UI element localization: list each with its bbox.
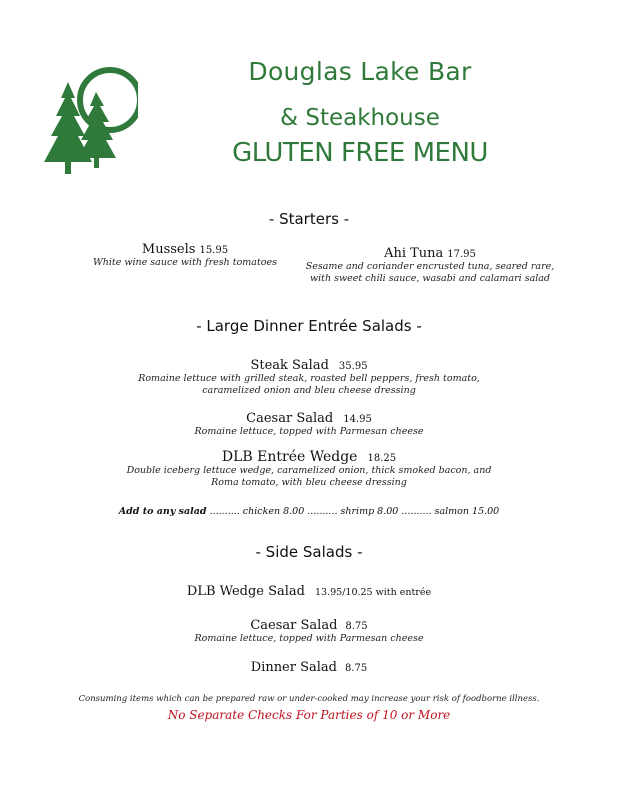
menu-item-steak-salad [0,354,618,397]
addon-options: .......... chicken 8.00 .......... shrimp 8.00 .......... salmon 15.00 [206,506,500,517]
menu-item-dlb-entree-wedge [0,446,618,489]
item-description: White wine sauce with fresh tomatoes [93,257,277,268]
section-title-starters: - Starters - [268,210,350,228]
item-description: caramelized onion and bleu cheese dressing [202,385,416,396]
menu-item-ahi-tuna [300,242,560,285]
item-description: Sesame and coriander encrusted tuna, seared rare, [305,261,555,272]
item-name: Dinner Salad [250,660,337,675]
menu-item-mussels [80,238,290,269]
foodborne-illness-note: Consuming items which can be prepared raw or under-cooked may increase your risk of foodborne illness. [78,694,540,704]
menu-item-side-caesar-salad [0,614,618,645]
menu-item-dinner-salad [0,656,618,675]
item-description: Roma tomato, with bleu cheese dressing [211,477,407,488]
item-price: 35.95 [338,361,368,372]
menu-title: GLUTEN FREE MENU [232,138,488,168]
salad-addons [0,506,618,517]
item-name: Ahi Tuna [384,246,444,261]
item-description: Romaine lettuce with grilled steak, roasted bell peppers, fresh tomato, [138,373,480,384]
addon-label: Add to any salad [118,506,207,517]
item-price: 8.75 [345,621,368,632]
item-description: Romaine lettuce, topped with Parmesan cheese [194,426,424,437]
restaurant-name: Douglas Lake Bar [248,57,472,86]
separate-checks-note: No Separate Checks For Parties of 10 or More [167,708,451,722]
item-name: Caesar Salad [250,618,338,633]
item-name: Mussels [141,242,196,257]
section-title-large-salads: - Large Dinner Entrée Salads - [196,317,422,335]
item-description: Romaine lettuce, topped with Parmesan cheese [194,633,424,644]
item-name: DLB Wedge Salad [186,584,305,599]
item-name: DLB Entrée Wedge [221,449,358,465]
item-price: 15.95 [199,245,229,256]
item-name: Caesar Salad [246,411,334,426]
item-price: 8.75 [345,663,368,674]
restaurant-subtitle: & Steakhouse [280,105,440,131]
item-description: with sweet chili sauce, wasabi and calamari salad [309,273,551,284]
item-price: 17.95 [447,249,476,260]
item-description: Double iceberg lettuce wedge, caramelized onion, thick smoked bacon, and [126,465,492,476]
menu-item-caesar-salad [0,407,618,438]
item-price: 18.25 [367,453,397,464]
item-price: 14.95 [343,414,372,425]
menu-item-dlb-wedge-salad [0,580,618,599]
trees-moon-logo [38,62,138,180]
item-price: 13.95/10.25 with entrée [315,587,432,598]
item-name: Steak Salad [250,358,329,373]
section-title-side-salads: - Side Salads - [255,543,363,561]
